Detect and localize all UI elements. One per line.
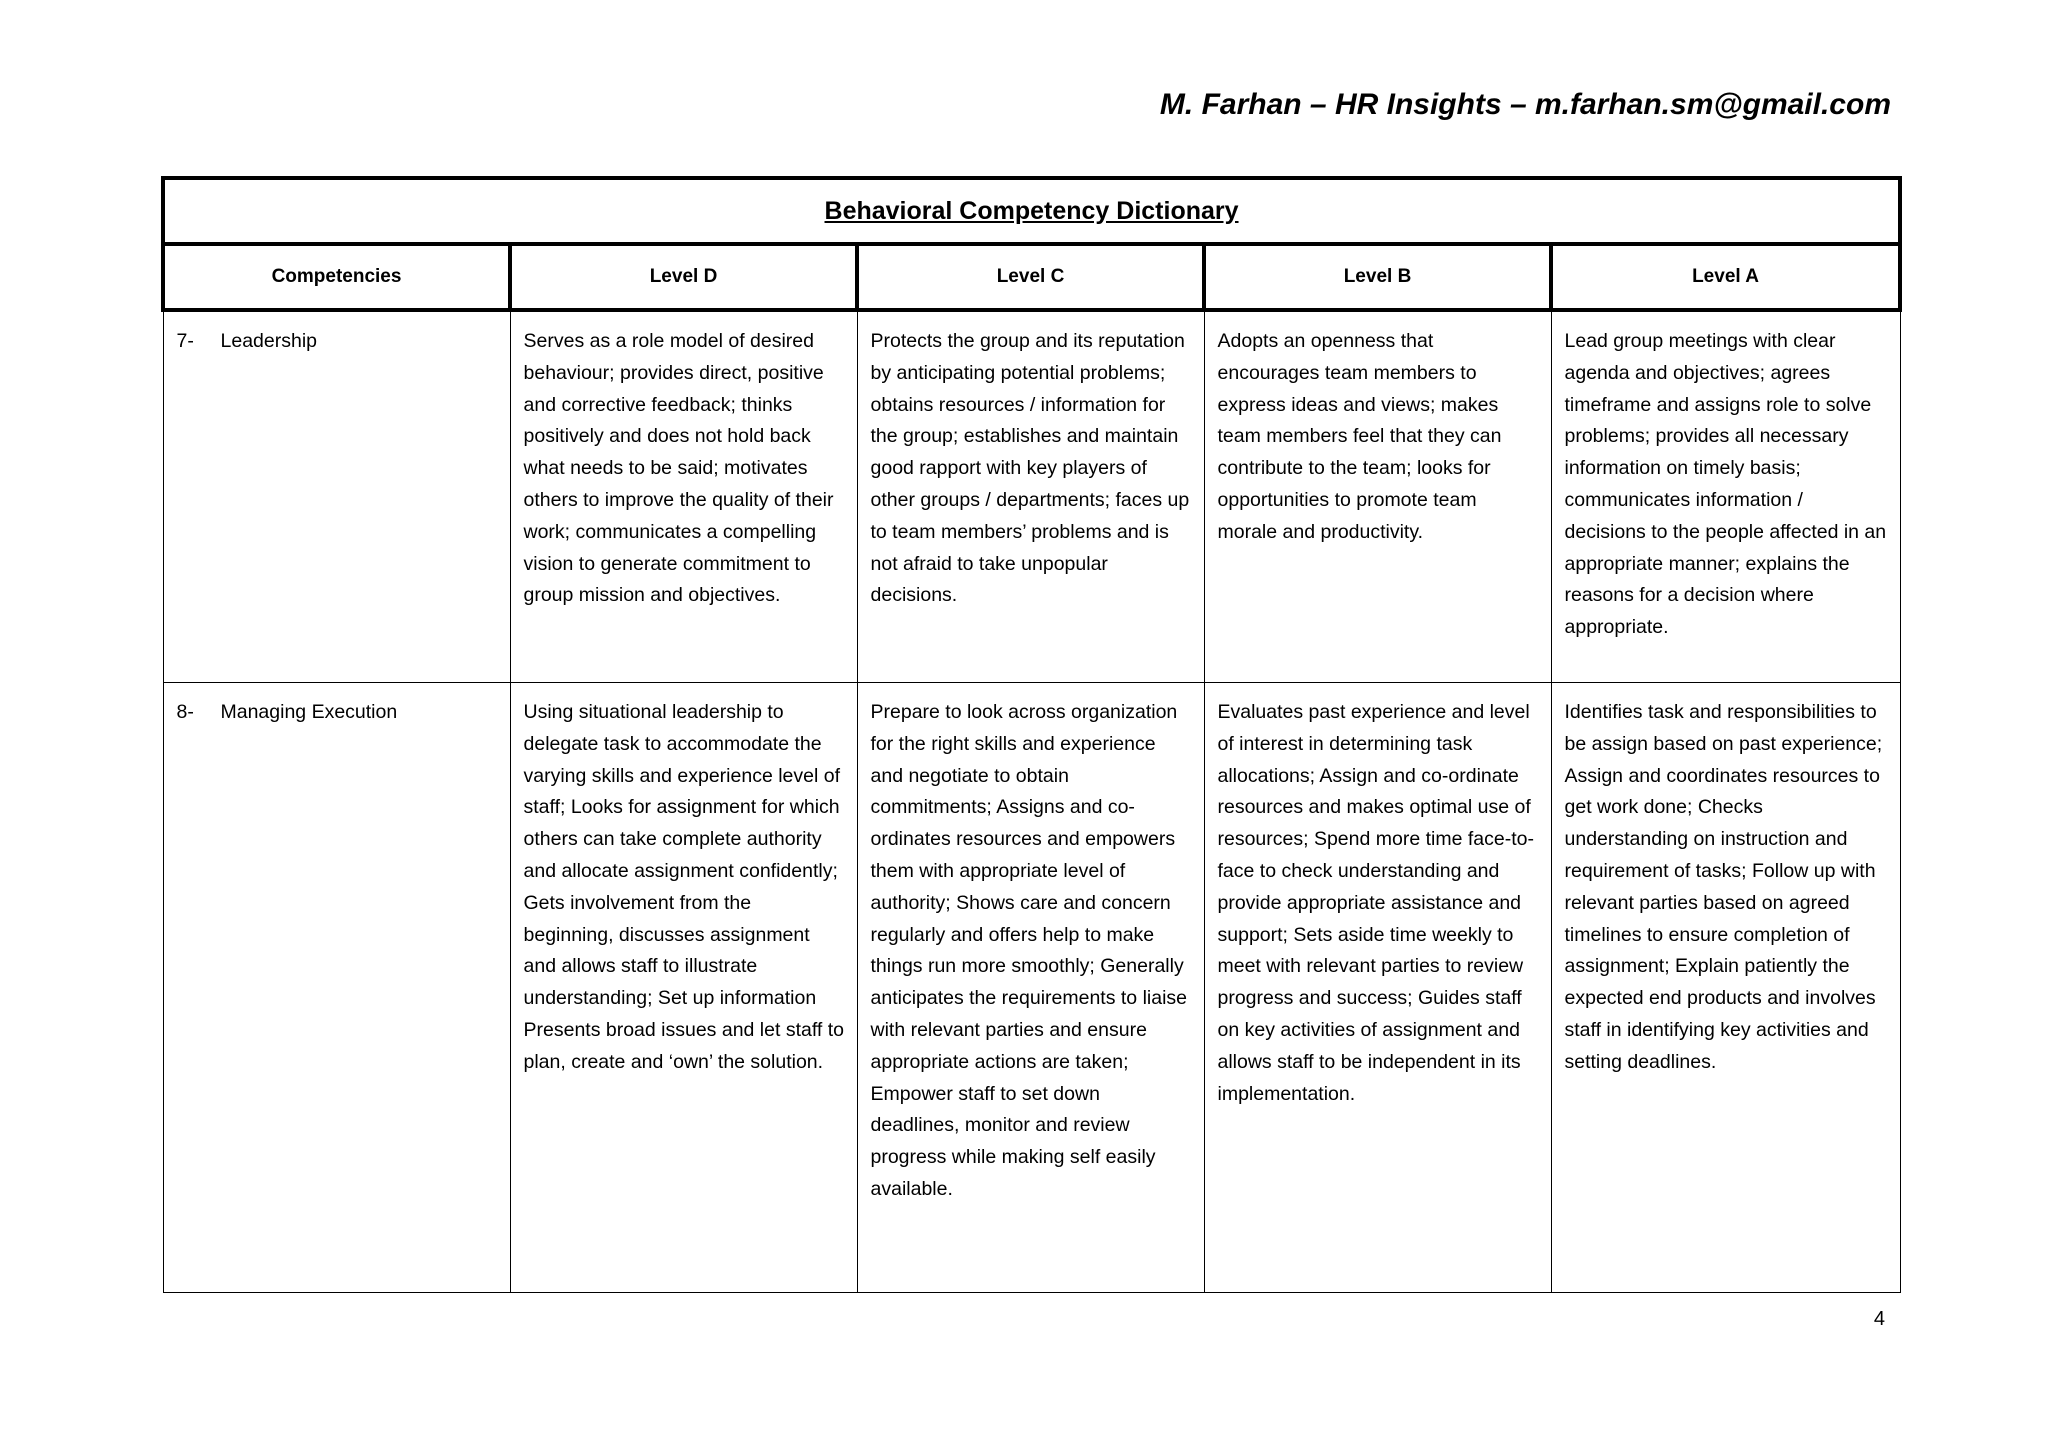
level-d-cell: Using situational leadership to delegate task to accommodate the varying skills and experience level of staff; Looks for assignment for which others can take complete authority and allocate assignment confidently; Gets involvement from the beginning, discusses assignment and allows staff to illustrate understanding; Set up information Presents broad issues and let staff to plan, create and ‘own’ the solution. — [510, 683, 857, 1293]
competency-number: 7- — [176, 330, 194, 352]
column-header-level-b: Level B — [1204, 244, 1551, 310]
competency-table — [161, 176, 1902, 1293]
column-header-competencies: Competencies — [163, 244, 510, 310]
competency-number: 8- — [176, 701, 194, 723]
page-header: M. Farhan – HR Insights – m.farhan.sm@gmail.com — [1159, 88, 1891, 121]
competency-cell — [163, 310, 510, 683]
table-row — [163, 310, 1900, 683]
level-a-cell: Identifies task and responsibilities to be assign based on past experience; Assign and coordinates resources to get work done; Checks understanding on instruction and requirement of tasks; Follow up with relevant parties based on agreed timelines to ensure completion of assignment; Explain patiently the expected end products and involves staff in identifying key activities and setting deadlines. — [1551, 683, 1900, 1293]
table-title: Behavioral Competency Dictionary — [824, 196, 1239, 225]
competency-name: Managing Execution — [220, 701, 398, 723]
level-b-cell: Adopts an openness that encourages team members to express ideas and views; makes team members feel that they can contribute to the team; looks for opportunities to promote team morale and productivity. — [1204, 310, 1551, 683]
column-header-level-c: Level C — [857, 244, 1204, 310]
level-c-cell: Prepare to look across organization for the right skills and experience and negotiate to obtain commitments; Assigns and co-ordinates resources and empowers them with appropriate level of authority; Shows care and concern regularly and offers help to make things run more smoothly; Generally anticipates the requirements to liaise with relevant parties and ensure appropriate actions are taken; Empower staff to set down deadlines, monitor and review progress while making self easily available. — [857, 683, 1204, 1293]
level-b-cell: Evaluates past experience and level of interest in determining task allocations; Assign and co-ordinate resources and makes optimal use of resources; Spend more time face-to-face to check understanding and provide appropriate assistance and support; Sets aside time weekly to meet with relevant parties to review progress and success; Guides staff on key activities of assignment and allows staff to be independent in its implementation. — [1204, 683, 1551, 1293]
competency-name: Leadership — [220, 330, 317, 352]
competency-cell — [163, 683, 510, 1293]
column-header-level-a: Level A — [1551, 244, 1900, 310]
table-row — [163, 683, 1900, 1293]
column-header-level-d: Level D — [510, 244, 857, 310]
table-title-cell — [163, 178, 1900, 244]
level-d-cell: Serves as a role model of desired behaviour; provides direct, positive and corrective feedback; thinks positively and does not hold back what needs to be said; motivates others to improve the quality of their work; communicates a compelling vision to generate commitment to group mission and objectives. — [510, 310, 857, 683]
level-c-cell: Protects the group and its reputation by anticipating potential problems; obtains resources / information for the group; establishes and maintain good rapport with key players of other groups / departments; faces up to team members’ problems and is not afraid to take unpopular decisions. — [857, 310, 1204, 683]
table-title-row — [163, 178, 1900, 244]
page-number: 4 — [1873, 1308, 1885, 1330]
level-a-cell: Lead group meetings with clear agenda and objectives; agrees timeframe and assigns role to solve problems; provides all necessary information on timely basis; communicates information / decisions to the people affected in an appropriate manner; explains the reasons for a decision where appropriate. — [1551, 310, 1900, 683]
table-header-row — [163, 244, 1900, 310]
